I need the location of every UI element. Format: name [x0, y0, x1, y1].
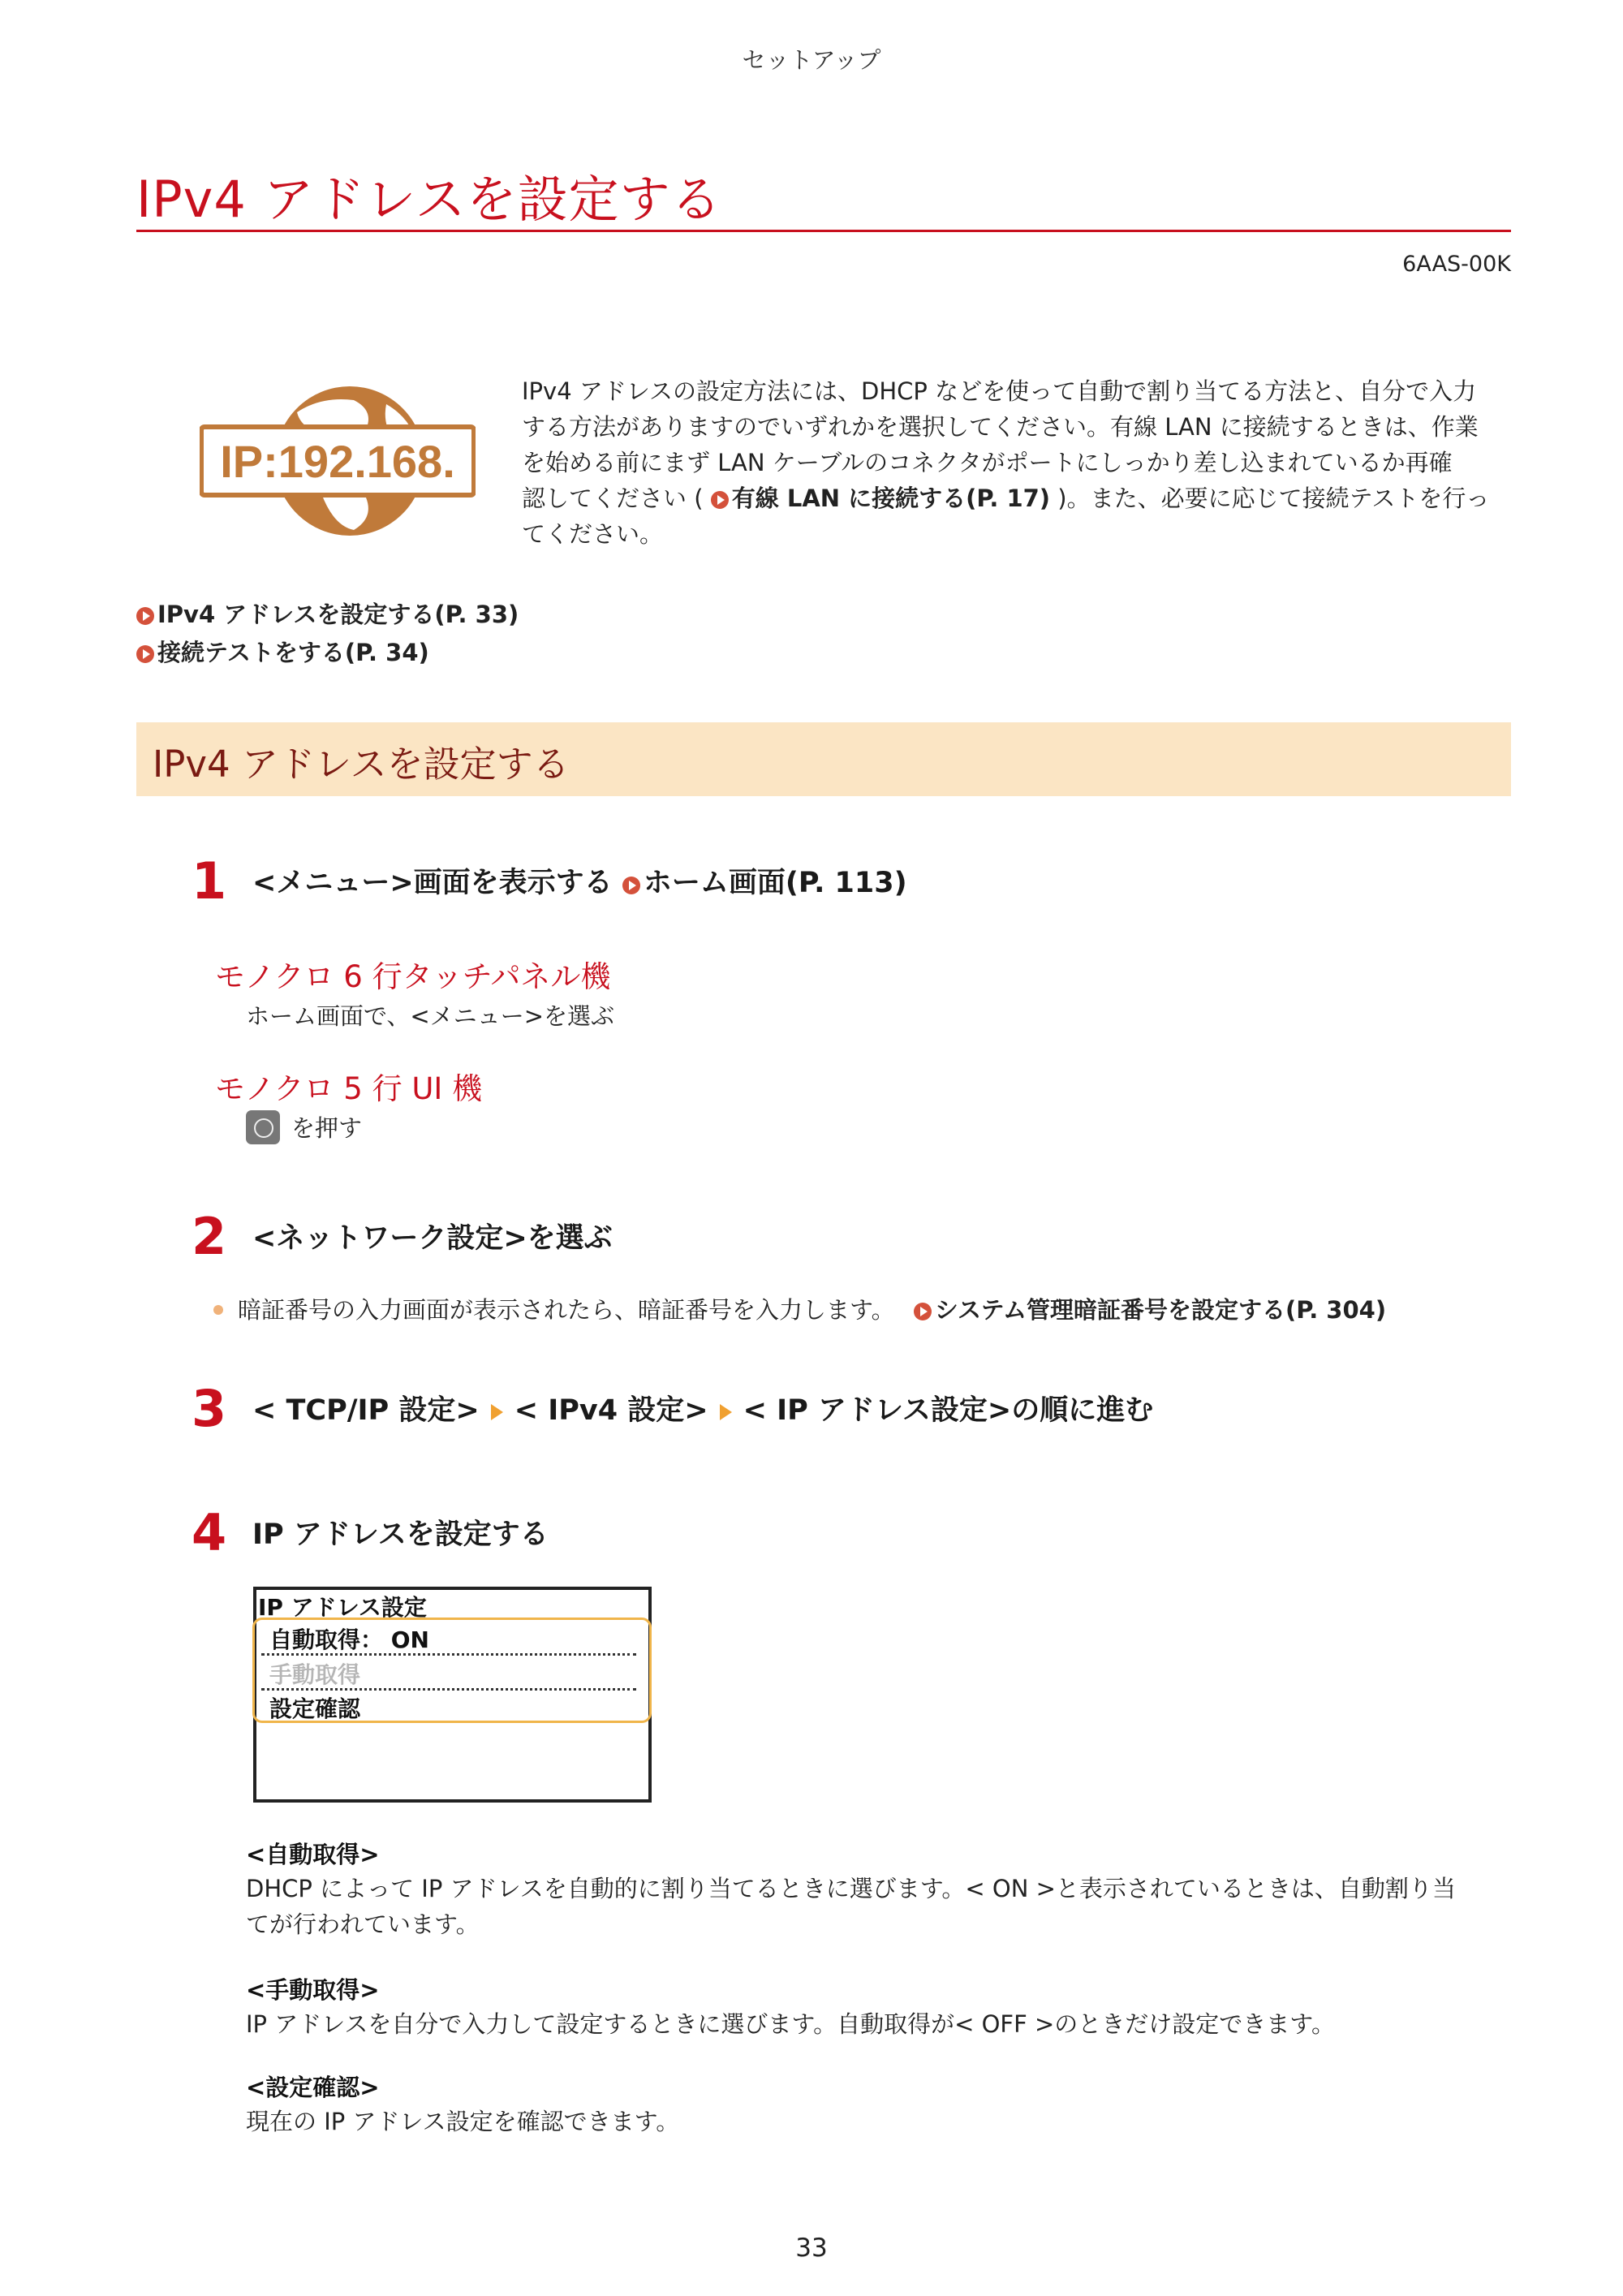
- document-code: 6AAS-00K: [1402, 252, 1511, 277]
- instruction-text: を押す: [291, 1114, 363, 1142]
- menu-path-item: < TCP/IP 設定>: [252, 1394, 480, 1427]
- wired-lan-link[interactable]: 有線 LAN に接続する(P. 17): [731, 485, 1051, 512]
- model-instruction: [246, 1110, 362, 1144]
- step-title: [252, 1388, 1153, 1428]
- option-description: [246, 1871, 1512, 1942]
- bullet-text: 暗証番号の入力画面が表示されたら、暗証番号を入力します。: [238, 1296, 895, 1324]
- toc-item[interactable]: [136, 597, 519, 630]
- step-number: 4: [192, 1503, 227, 1562]
- intro-line: する方法がありますのでいずれかを選択してください。有線 LAN に接続するときは、作業: [522, 413, 1479, 441]
- step-title-text: <メニュー>画面を表示する: [252, 867, 613, 899]
- home-screen-link[interactable]: ホーム画面(P. 113): [643, 867, 907, 899]
- lcd-divider: [261, 1688, 636, 1691]
- link-arrow-icon: [136, 607, 154, 625]
- section-title: IPv4 アドレスを設定する: [153, 743, 570, 786]
- menu-key-icon: [246, 1110, 280, 1144]
- model-heading: モノクロ 6 行タッチパネル機: [215, 959, 611, 994]
- model-heading: モノクロ 5 行 UI 機: [215, 1071, 483, 1106]
- step-number: 2: [192, 1207, 227, 1266]
- menu-path-item: < IP アドレス設定>の順に進む: [743, 1394, 1154, 1427]
- lcd-title: IP アドレス設定: [258, 1594, 427, 1621]
- step-number: 3: [192, 1379, 227, 1438]
- page-title: IPv4 アドレスを設定する: [136, 170, 722, 229]
- description-line: DHCP によって IP アドレスを自動的に割り当てるときに選びます。< ON >と表示されているときは、自動割り当: [246, 1875, 1456, 1902]
- logo-text: IP:192.168.: [220, 436, 455, 487]
- description-line: IP アドレスを自分で入力して設定するときに選びます。自動取得が< OFF >のときだけ設定できます。: [246, 2010, 1335, 2038]
- step-title: [252, 860, 907, 901]
- note-bullet: [213, 1292, 1386, 1325]
- option-description: [246, 2006, 1512, 2042]
- link-arrow-icon: [914, 1303, 932, 1320]
- title-divider: [136, 230, 1511, 232]
- admin-pin-link[interactable]: システム管理暗証番号を設定する(P. 304): [934, 1296, 1387, 1324]
- option-heading: <設定確認>: [246, 2074, 380, 2101]
- page-number: 33: [795, 2234, 828, 2263]
- intro-line: [522, 480, 1513, 516]
- option-heading: <手動取得>: [246, 1976, 380, 2004]
- link-arrow-icon: [711, 491, 729, 509]
- toc-item[interactable]: [136, 635, 429, 668]
- ip-address-icon: [200, 380, 476, 542]
- lcd-option-confirm[interactable]: 設定確認: [269, 1695, 361, 1722]
- model-instruction: ホーム画面で、<メニュー>を選ぶ: [246, 1002, 615, 1030]
- next-arrow-icon: [720, 1404, 732, 1420]
- step-title: IP アドレスを設定する: [252, 1518, 549, 1551]
- link-arrow-icon: [622, 877, 640, 894]
- option-description: [246, 2104, 1512, 2139]
- intro-line: てください。: [522, 520, 664, 548]
- toc-link[interactable]: 接続テストをする(P. 34): [157, 639, 429, 666]
- intro-text: )。また、必要に応じて接続テストを行っ: [1057, 485, 1490, 512]
- step-number: 1: [192, 851, 227, 911]
- step-title: <ネットワーク設定>を選ぶ: [252, 1222, 613, 1255]
- intro-text: 認してください (: [522, 485, 704, 512]
- intro-paragraph: [522, 373, 1513, 552]
- running-header: セットアップ: [742, 46, 881, 74]
- description-line: てが行われています。: [246, 1910, 480, 1938]
- option-heading: <自動取得>: [246, 1841, 380, 1868]
- bullet-dot: [213, 1305, 223, 1315]
- toc-link[interactable]: IPv4 アドレスを設定する(P. 33): [157, 601, 519, 628]
- lcd-option-manual[interactable]: 手動取得: [269, 1661, 361, 1688]
- menu-path-item: < IPv4 設定>: [514, 1394, 708, 1427]
- next-arrow-icon: [491, 1404, 503, 1420]
- link-arrow-icon: [136, 645, 154, 663]
- description-line: 現在の IP アドレス設定を確認できます。: [246, 2108, 680, 2135]
- lcd-divider: [261, 1653, 636, 1656]
- intro-line: を始める前にまず LAN ケーブルのコネクタがポートにしっかり差し込まれているか再確: [522, 449, 1453, 476]
- intro-line: IPv4 アドレスの設定方法には、DHCP などを使って自動で割り当てる方法と、自分で入力: [522, 377, 1477, 405]
- lcd-option-auto[interactable]: 自動取得： ON: [269, 1626, 429, 1653]
